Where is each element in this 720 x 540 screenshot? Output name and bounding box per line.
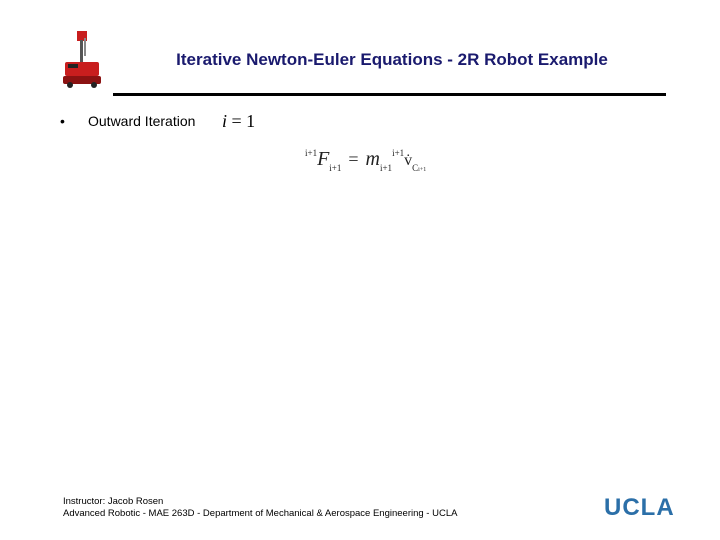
bullet-text: Outward Iteration (88, 113, 196, 129)
slide-footer (63, 496, 457, 520)
iteration-index-expression (222, 111, 255, 132)
eq-force-subscript: i+1 (329, 163, 342, 173)
footer-course: Advanced Robotic - MAE 263D - Department of Mechanical & Aerospace Engineering - UCLA (63, 508, 458, 519)
eq-mass-subscript: i+1 (379, 163, 393, 173)
eq-accel-superscript: i+1 (392, 148, 405, 158)
force-equation (305, 148, 426, 173)
eq-equals: = (348, 149, 359, 169)
eq-accel-symbol: v̇ (404, 152, 413, 169)
index-variable: i (222, 111, 228, 131)
footer-instructor: Instructor: Jacob Rosen (63, 496, 164, 507)
eq-frame-superscript: i+1 (305, 148, 318, 158)
ucla-logo: UCLA (604, 494, 675, 521)
eq-mass-symbol: m (365, 148, 380, 170)
eq-accel-subscript-index: i+1 (418, 167, 427, 173)
index-value: = 1 (227, 111, 256, 131)
eq-force-symbol: F (317, 148, 330, 170)
robot-logo-icon (60, 28, 106, 90)
eq-accel-subscript-c: C (412, 163, 419, 173)
slide-title: Iterative Newton-Euler Equations - 2R Robot Example (176, 50, 608, 69)
bullet-marker: • (60, 113, 65, 129)
title-divider (113, 93, 666, 96)
